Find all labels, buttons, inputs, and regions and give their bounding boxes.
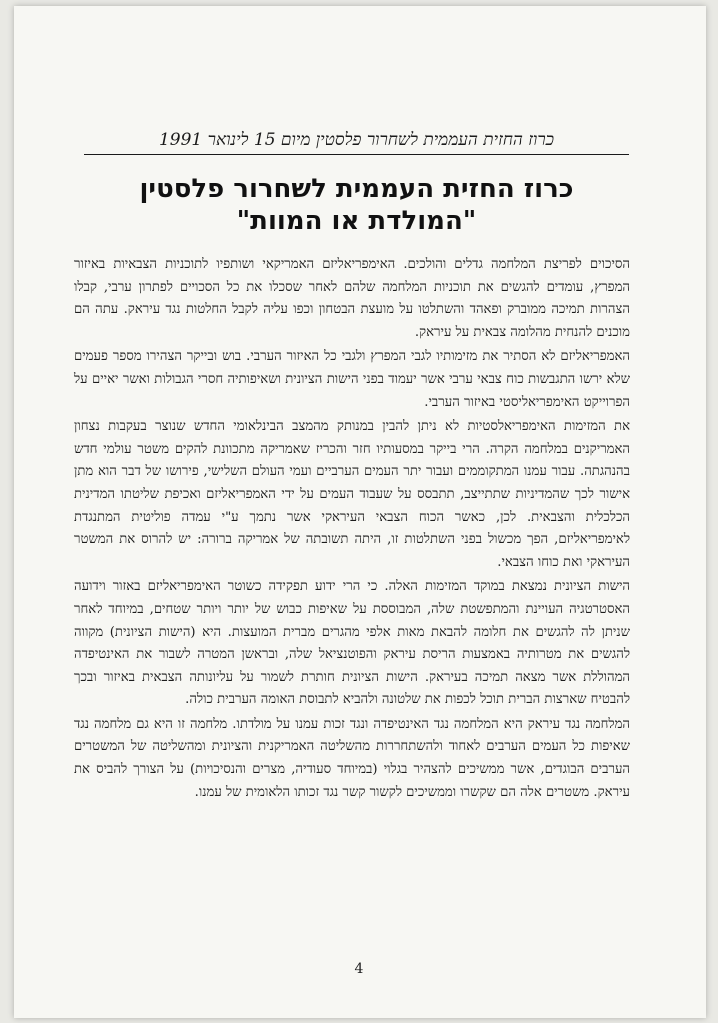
paragraph-1: הסיכוים לפריצת המלחמה גדלים והולכים. האימפריאליזם האמריקאי ושותפיו לתוכניות הצבאיות באיזור המפרץ, עומדים להגשים את תוכניות המלחמה שלהם לאחר שסכלו את כל הסכויים לפתרון ערבי, קבלו הצהרות תמיכה ממוברק ופאהד והשתלטו על מועצת הבטחון וכפו עליה לקבל החלטות נגד עיראק. עתה הם מוכנים להנחית מהלומה צבאית על עיראק. xyxy=(74,257,630,340)
paragraph-5: המלחמה נגד עיראק היא המלחמה נגד האינטיפדה ונגד זכות עמנו על מולדתו. מלחמה זו היא גם מלחמה נגד שאיפות כל העמים הערבים לאחוד ולהשתחררות מהשליטה האמריקנית והציונית ומהשליטה של המשטרים הערבים הבוגדים, אשר ממשיכים להצהיר בגלוי (במיוחד סעודיה, מצרים והנסיכויות) על הצורך להביס את עיראק. משטרים אלה הם שקשרו וממשיכים לקשור קשר נגד זכותו הלאומית של עמנו. xyxy=(74,716,630,800)
page-number: 4 xyxy=(354,961,364,977)
main-title: כרוז החזית העממית לשחרור פלסטין xyxy=(139,174,574,204)
body-text xyxy=(74,254,630,806)
paragraph-3: את המזימות האימפריאלסטיות לא ניתן להבין במנותק מהמצב הבינלאומי החדש שנוצר בעקבות נצחון האמריקנים במלחמה הקרה. הרי בייקר במסעותיו חזר והכריז שאמריקה מתכוונת להקים משטר עולמי חדש בהנהגתה. עבור עמנו המתקוממים ועבור יתר העמים הערביים ועמי העולם השלישי, פירושו של דבר הוא מתן אישור לכך שהמדיניות שתתייצב, תתבסס על שעבוד העמים על ידי האמפריאליזם ואכיפת שליטתו המדינית הכלכלית והצבאית. לכן, כאשר הכוח הצבאי העיראקי אשר נתמך ע"י עמדה פוליטית המתנגדת לאימפריאליזם, הפך מכשול בפני השתלטות זו, היתה תשובתה של אמריקה ברורה: יש להרוס את המשטר העיראקי ואת כוחו הצבאי. xyxy=(74,419,630,570)
paragraph-2: האמפריאליזם לא הסתיר את מזימותיו לגבי המפרץ ולגבי כל האיזור הערבי. בוש ובייקר הצהירו מספר פעמים שלא ירשו התגבשות כוח צבאי ערבי אשר יעמוד בפני הישות הציונית ושאיפותיה חסרי הגבולות ואשר יאיים על הפרוייקט האימפריאליסטי באיזור הערבי. xyxy=(74,349,630,410)
subtitle: "המולדת או המוות" xyxy=(236,206,477,236)
running-header: כרוז החזית העממית לשחרור פלסטין מיום 15 לינואר 1991 xyxy=(84,130,629,155)
paragraph-4: הישות הציונית נמצאת במוקד המזימות האלה. כי הרי ידוע תפקידה כשוטר האימפריאליזם באזור וידועה האסטרטגיה העויינת והמתפשטת שלה, המבוססת על שאיפות כבוש של יותר ויותר שטחים, במיוחד לאחר שניתן לה להגשים את חלומה להבאת מאות אלפי מהגרים מברית המועצות. היא (הישות הציונית) מקווה להגשים את מטרותיה באמצעות הריסת עיראק והפוטנציאל שלה, ובראשן המטרה לשבור את האינטיפדה המהוללת אשר מצאה תמיכה בעיראק. הישות הציונית חותרת לשמור על עליונותה הצבאית באיזור ובכך להבטיח שארצות הברית תוכל לכפות את שלטונה ולהביא לתבוסת האומה הערבית כולה. xyxy=(74,579,630,708)
document-page xyxy=(14,6,706,1018)
